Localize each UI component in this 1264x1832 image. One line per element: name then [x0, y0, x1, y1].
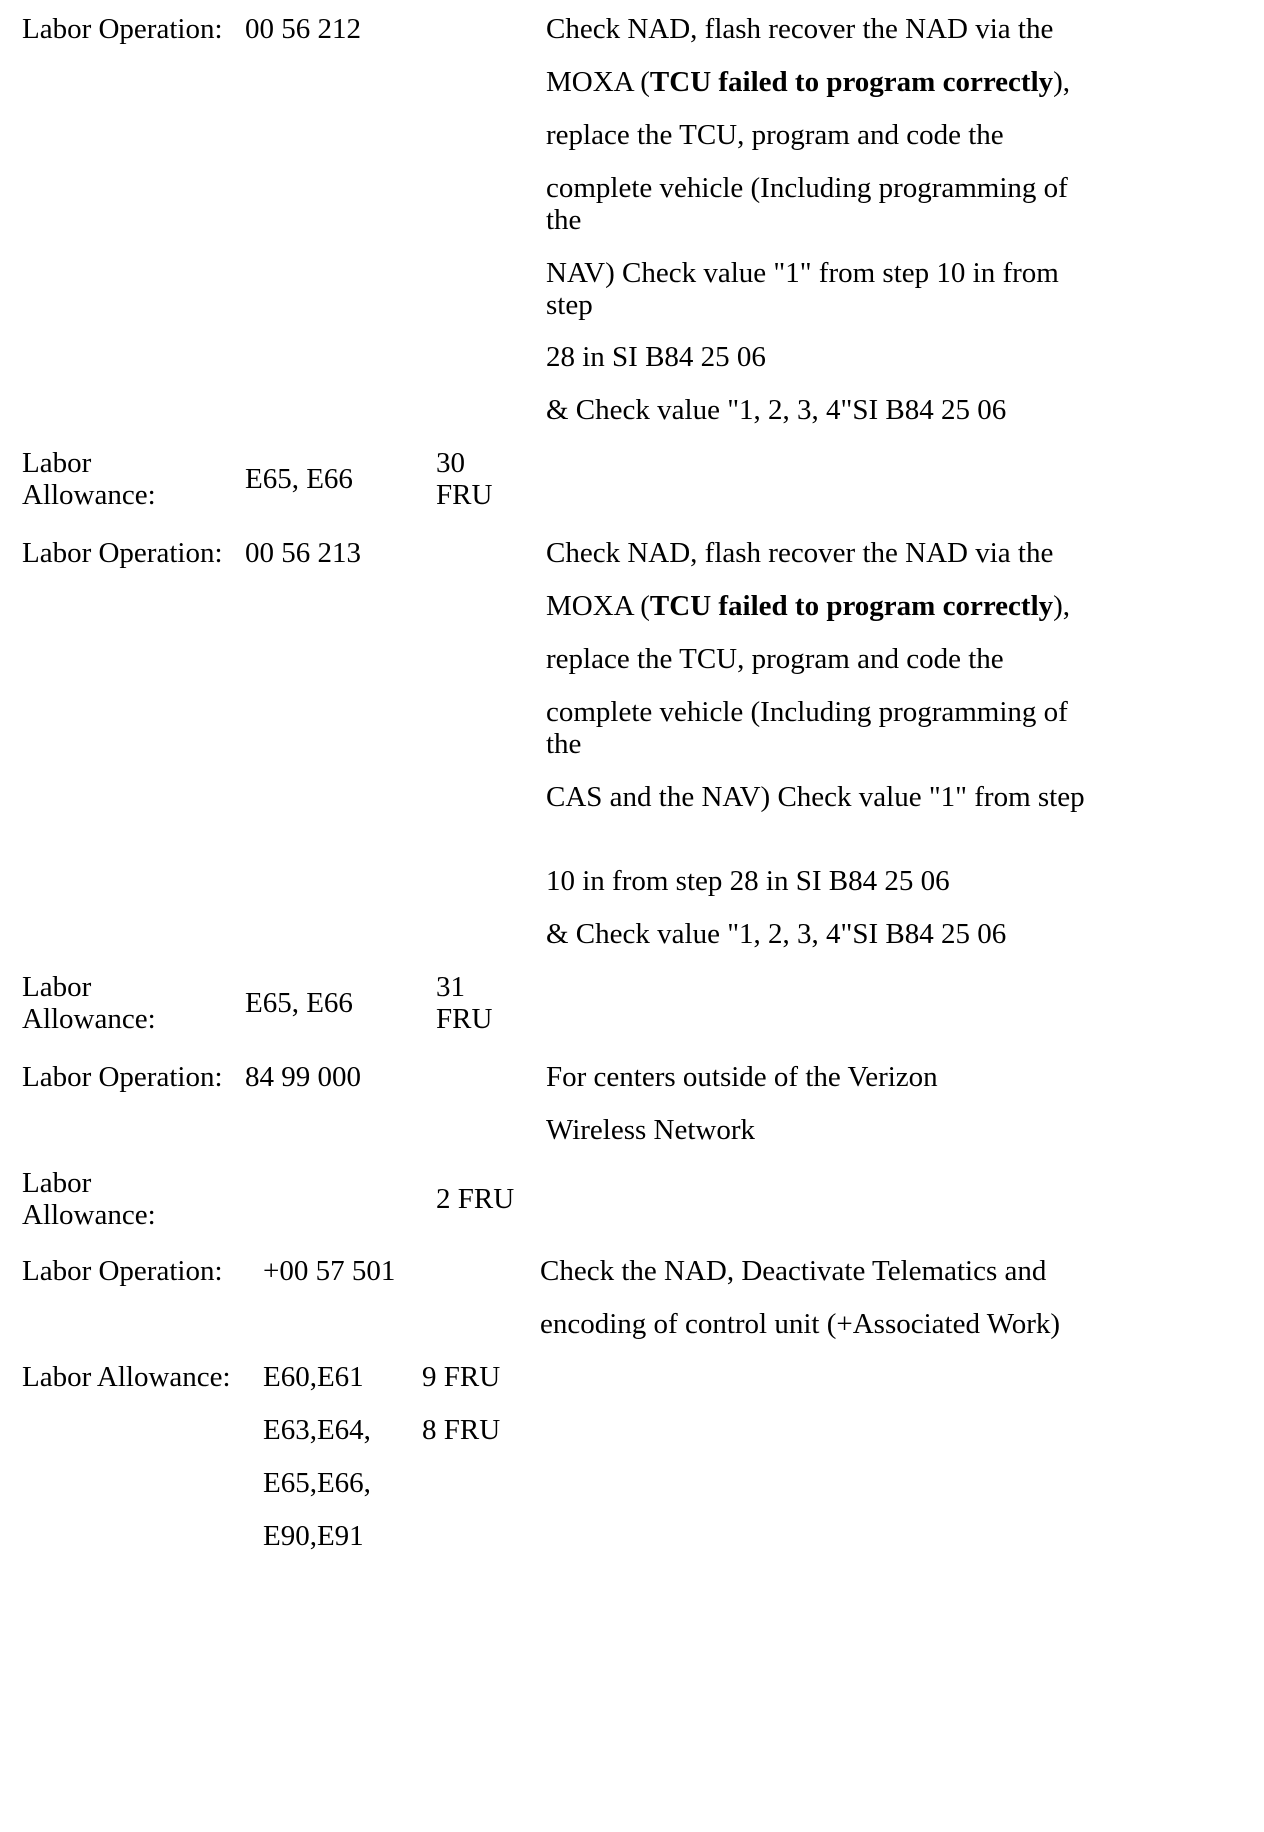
description-line: 10 in from step 28 in SI B84 25 06 [546, 865, 950, 897]
description-line: step [546, 289, 593, 321]
description-line: Check NAD, flash recover the NAD via the [546, 13, 1054, 45]
description-line: replace the TCU, program and code the [546, 643, 1004, 675]
description-line: For centers outside of the Verizon [546, 1061, 938, 1093]
bold-note: TCU failed to program correctly [649, 590, 1054, 622]
operation-code: 84 99 000 [245, 1061, 361, 1093]
operation-code: 00 56 212 [245, 13, 361, 45]
description-line: the [546, 728, 582, 760]
description-line: MOXA (TCU failed to program correctly), [546, 590, 1071, 622]
description-line: NAV) Check value "1" from step 10 in from [546, 257, 1059, 289]
description-line: & Check value "1, 2, 3, 4"SI B84 25 06 [546, 918, 1007, 950]
allowance-models: E90,E91 [263, 1520, 364, 1552]
allowance-fru-number: 31 [436, 971, 465, 1003]
description-line: Check the NAD, Deactivate Telematics and [540, 1255, 1047, 1287]
operation-code: +00 57 501 [263, 1255, 396, 1287]
labor-allowance-label-line2: Allowance: [22, 479, 156, 511]
operation-code: 00 56 213 [245, 537, 361, 569]
allowance-fru: 9 FRU [422, 1361, 501, 1393]
allowance-models: E65, E66 [245, 463, 353, 495]
labor-allowance-label: Labor Allowance: [22, 1361, 231, 1393]
allowance-fru-unit: FRU [436, 1003, 493, 1035]
labor-operation-label: Labor Operation: [22, 13, 223, 45]
allowance-models: E60,E61 [263, 1361, 364, 1393]
description-line: complete vehicle (Including programming of [546, 172, 1068, 204]
description-line: Wireless Network [546, 1114, 756, 1146]
allowance-fru: 8 FRU [422, 1414, 501, 1446]
description-line: the [546, 204, 582, 236]
allowance-models: E63,E64, [263, 1414, 371, 1446]
labor-allowance-label-line1: Labor [22, 1167, 92, 1199]
description-line: MOXA (TCU failed to program correctly), [546, 66, 1071, 98]
labor-allowance-label-line2: Allowance: [22, 1003, 156, 1035]
labor-allowance-label-line1: Labor [22, 971, 92, 1003]
description-line: CAS and the NAV) Check value "1" from step [546, 781, 1085, 813]
bold-note: TCU failed to program correctly [649, 66, 1054, 98]
allowance-models: E65, E66 [245, 987, 353, 1019]
description-line: encoding of control unit (+Associated Work) [540, 1308, 1061, 1340]
allowance-fru: 2 FRU [436, 1183, 515, 1215]
labor-allowance-label-line2: Allowance: [22, 1199, 156, 1231]
allowance-fru-number: 30 [436, 447, 465, 479]
allowance-fru-unit: FRU [436, 479, 493, 511]
description-line: 28 in SI B84 25 06 [546, 341, 766, 373]
description-line: & Check value "1, 2, 3, 4"SI B84 25 06 [546, 394, 1007, 426]
labor-operation-label: Labor Operation: [22, 537, 223, 569]
description-line: replace the TCU, program and code the [546, 119, 1004, 151]
description-line: complete vehicle (Including programming of [546, 696, 1068, 728]
labor-operation-label: Labor Operation: [22, 1061, 223, 1093]
labor-operation-label: Labor Operation: [22, 1255, 223, 1287]
allowance-models: E65,E66, [263, 1467, 371, 1499]
description-line: Check NAD, flash recover the NAD via the [546, 537, 1054, 569]
labor-allowance-label-line1: Labor [22, 447, 92, 479]
